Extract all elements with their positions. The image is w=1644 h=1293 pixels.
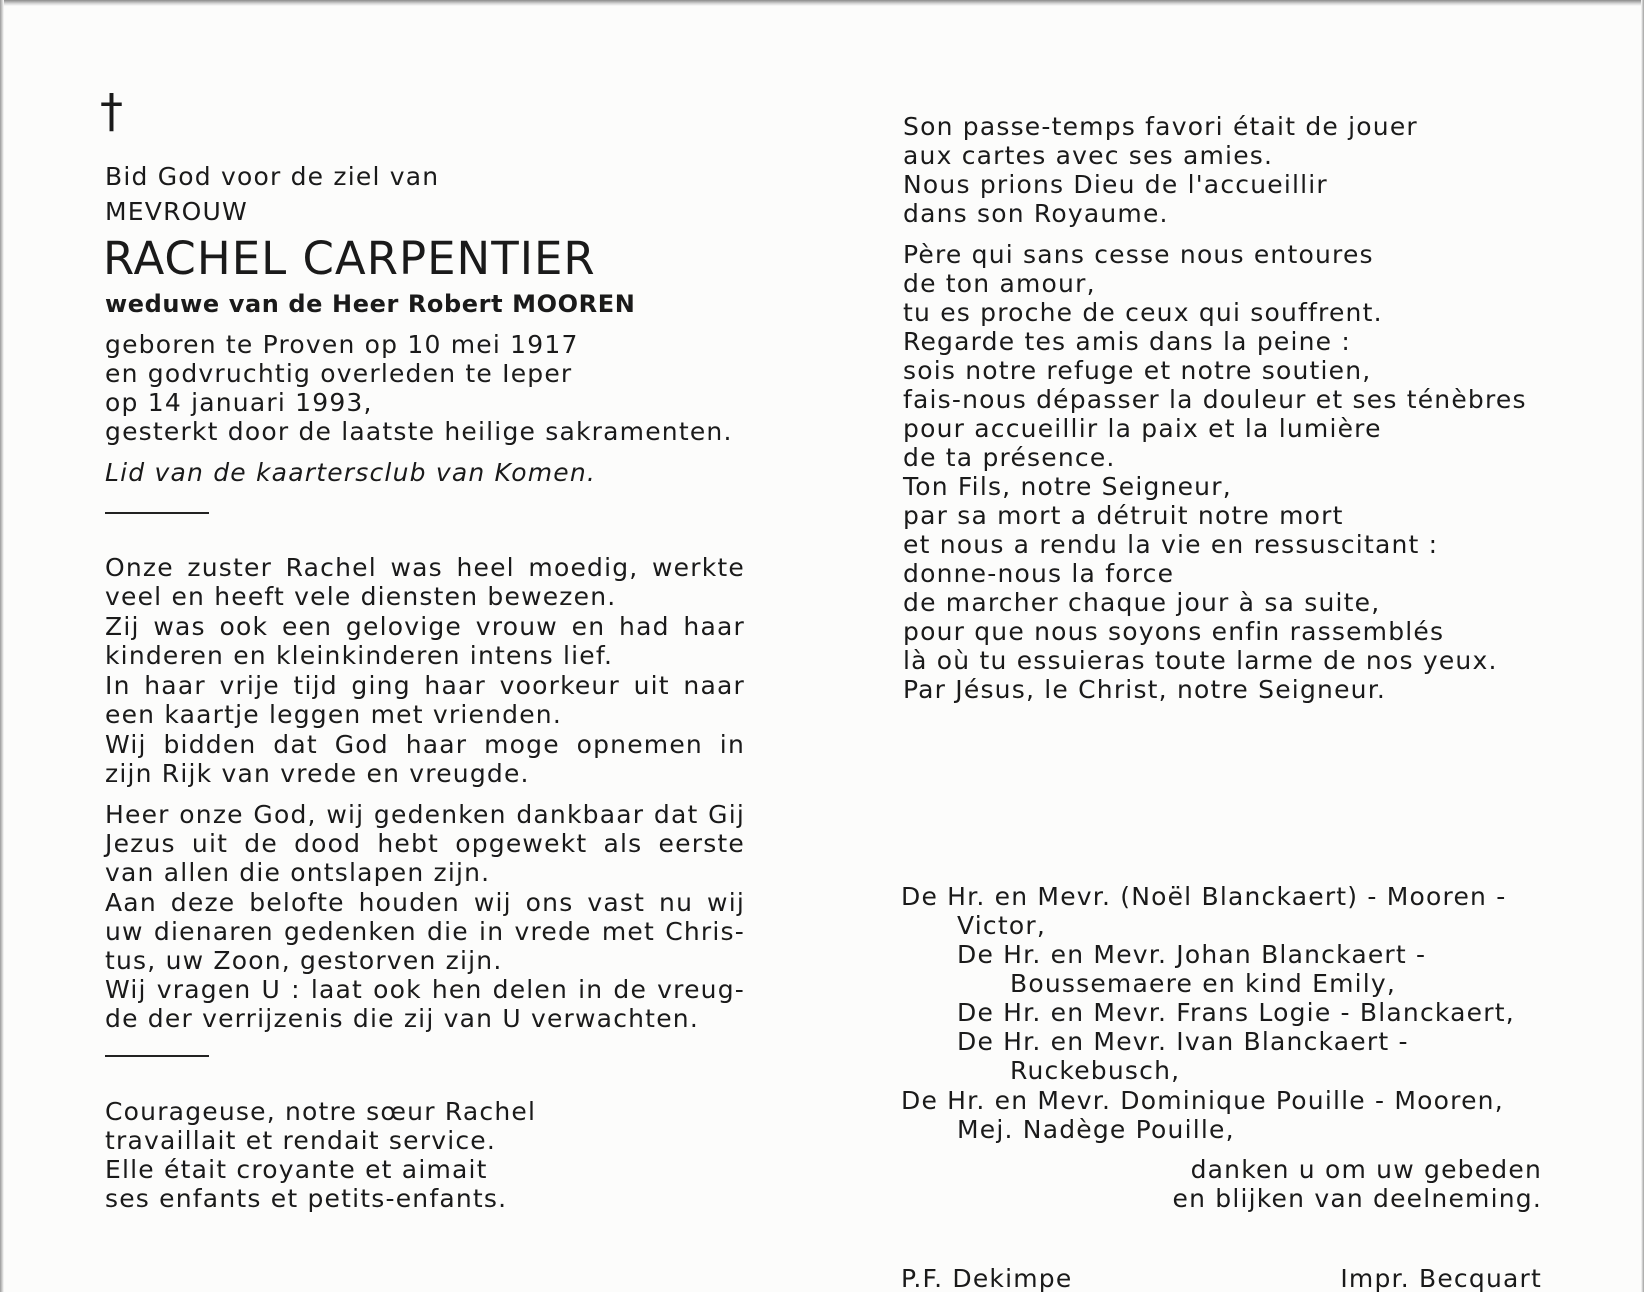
right-para-line: aux cartes avec ses amies. — [903, 141, 1274, 170]
family-line: De Hr. en Mevr. (Noël Blanckaert) - Mooren - — [901, 882, 1507, 911]
divider — [105, 512, 209, 514]
bio-line: en godvruchtig overleden te Ieper — [105, 359, 573, 388]
para-line: kinderen en kleinkinderen intens lief. — [105, 641, 614, 670]
para-line: In haar vrije tijd ging haar voorkeur uit naar — [105, 671, 745, 700]
prayer-line: Père qui sans cesse nous entoures — [903, 240, 1374, 269]
prayer-line: Ton Fils, notre Seigneur, — [903, 472, 1232, 501]
para-line: ses enfants et petits-enfants. — [105, 1184, 508, 1213]
para-line: Wij vragen U : laat ook hen delen in de vreug- — [105, 975, 745, 1004]
printer: Impr. Becquart — [1340, 1264, 1542, 1293]
top-edge — [0, 0, 1644, 6]
intro-line: Bid God voor de ziel van — [105, 162, 440, 191]
para-line: Heer onze God, wij gedenken dankbaar dat Gij — [105, 800, 745, 829]
family-line: Victor, — [957, 911, 1046, 940]
prayer-line: par sa mort a détruit notre mort — [903, 501, 1344, 530]
title-line: MEVROUW — [105, 197, 248, 226]
para-line: Wij bidden dat God haar moge opnemen in — [105, 730, 745, 759]
prayer-line: tu es proche de ceux qui souffrent. — [903, 298, 1383, 327]
para-line: Zij was ook een gelovige vrouw en had haar — [105, 612, 745, 641]
prayer-line: Par Jésus, le Christ, notre Seigneur. — [903, 675, 1387, 704]
para-line: uw dienaren gedenken die in vrede met Chris- — [105, 917, 745, 946]
family-line: Boussemaere en kind Emily, — [1010, 969, 1397, 998]
prayer-line: Regarde tes amis dans la peine : — [903, 327, 1352, 356]
family-line: De Hr. en Mevr. Johan Blanckaert - — [957, 940, 1427, 969]
para-line: de der verrijzenis die zij van U verwachten. — [105, 1004, 699, 1033]
bio-line: op 14 januari 1993, — [105, 388, 373, 417]
para-line: tus, uw Zoon, gestorven zijn. — [105, 946, 503, 975]
prayer-line: donne-nous la force — [903, 559, 1175, 588]
para-line: Aan deze belofte houden wij ons vast nu wij — [105, 888, 745, 917]
prayer-line: de ta présence. — [903, 443, 1116, 472]
family-line: De Hr. en Mevr. Frans Logie - Blanckaert, — [957, 998, 1515, 1027]
club-line: Lid van de kaartersclub van Komen. — [105, 458, 597, 487]
prayer-line: et nous a rendu la vie en ressuscitant : — [903, 530, 1439, 559]
para-line: travaillait et rendait service. — [105, 1126, 497, 1155]
cross-icon: † — [100, 84, 123, 138]
family-line: Mej. Nadège Pouille, — [957, 1115, 1235, 1144]
divider — [105, 1055, 209, 1057]
bio-line: geboren te Proven op 10 mei 1917 — [105, 330, 579, 359]
para-line: Onze zuster Rachel was heel moedig, werkte — [105, 553, 745, 582]
undertaker: P.F. Dekimpe — [901, 1264, 1073, 1293]
prayer-line: sois notre refuge et notre soutien, — [903, 356, 1372, 385]
widow-line: weduwe van de Heer Robert MOOREN — [105, 290, 636, 318]
prayer-line: de ton amour, — [903, 269, 1096, 298]
right-para-line: dans son Royaume. — [903, 199, 1169, 228]
family-line: De Hr. en Mevr. Dominique Pouille - Mooren, — [901, 1086, 1504, 1115]
thanks-line: danken u om uw gebeden — [1190, 1155, 1542, 1184]
para-line: Elle était croyante et aimait — [105, 1155, 488, 1184]
left-edge — [0, 0, 4, 1292]
prayer-line: là où tu essuieras toute larme de nos yeux. — [903, 646, 1498, 675]
thanks-line: en blijken van deelneming. — [1172, 1184, 1542, 1213]
bio-line: gesterkt door de laatste heilige sakramenten. — [105, 417, 733, 446]
prayer-line: de marcher chaque jour à sa suite, — [903, 588, 1381, 617]
para-line: zijn Rijk van vrede en vreugde. — [105, 759, 530, 788]
right-para-line: Nous prions Dieu de l'accueillir — [903, 170, 1328, 199]
para-line: van allen die ontslapen zijn. — [105, 858, 491, 887]
prayer-line: pour accueillir la paix et la lumière — [903, 414, 1382, 443]
prayer-line: fais-nous dépasser la douleur et ses ténèbres — [903, 385, 1527, 414]
deceased-name: RACHEL CARPENTIER — [103, 232, 596, 285]
para-line: veel en heeft vele diensten bewezen. — [105, 582, 617, 611]
family-line: De Hr. en Mevr. Ivan Blanckaert - — [957, 1027, 1409, 1056]
para-line: Jezus uit de dood hebt opgewekt als eerste — [105, 829, 745, 858]
family-line: Ruckebusch, — [1010, 1056, 1181, 1085]
right-para-line: Son passe-temps favori était de jouer — [903, 112, 1418, 141]
para-line: Courageuse, notre sœur Rachel — [105, 1097, 537, 1126]
para-line: een kaartje leggen met vrienden. — [105, 700, 562, 729]
prayer-line: pour que nous soyons enfin rassemblés — [903, 617, 1445, 646]
